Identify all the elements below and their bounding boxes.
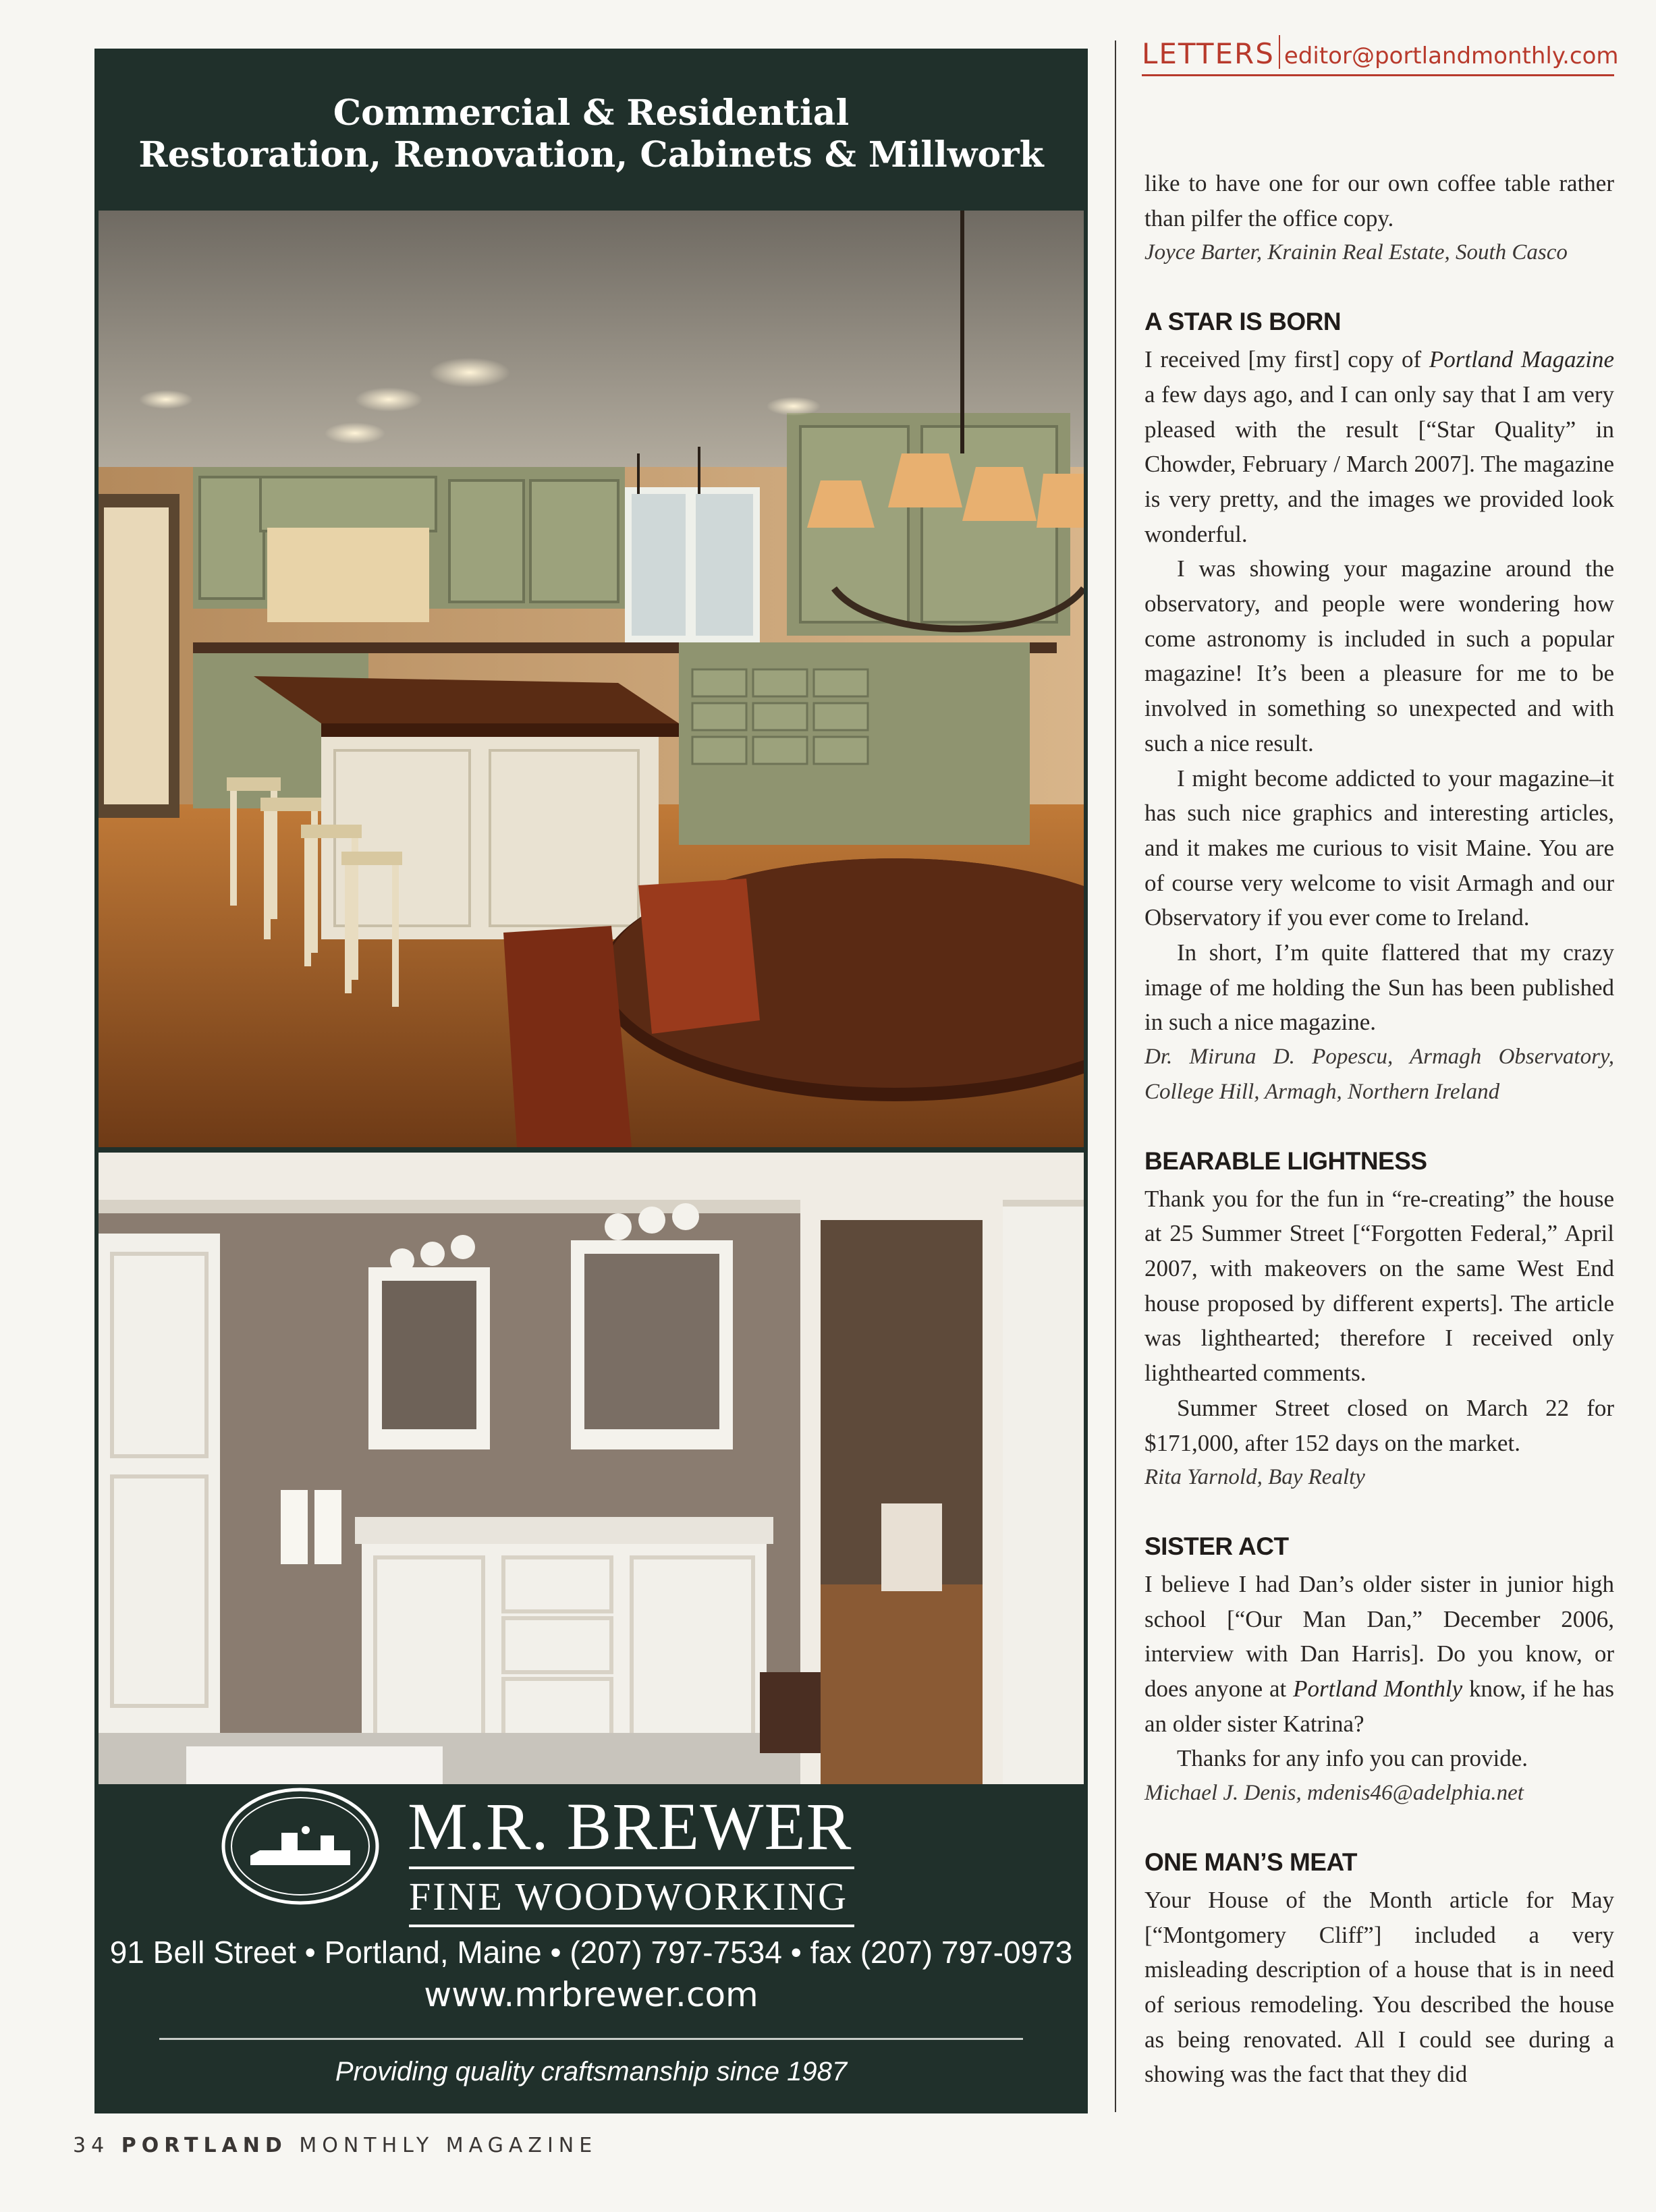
intro-letter-signature: Joyce Barter, Krainin Real Estate, South Casco: [1144, 240, 1568, 265]
header-rule: [1142, 74, 1614, 76]
sister-p1-text-b: know, if he has an older sister Katrina?: [1144, 1676, 1615, 1737]
ad-headline-line2: Restoration, Renovation, Cabinets & Millwork: [138, 134, 1044, 175]
sister-paragraph-2: Thanks for any info you can provide.: [1177, 1745, 1528, 1772]
star-paragraph-1: [1144, 342, 1614, 551]
star-paragraph-3: I might become addicted to your magazine–it has such nice graphics and interesting articles, and it makes me curious to visit Maine. You are of course very welcome to visit Armagh and our Observatory if you ever come to Ireland.: [1144, 765, 1614, 931]
brand-rule-top: [409, 1867, 854, 1869]
bearable-paragraph-2: Summer Street closed on March 22 for $171,000, after 152 days on the market.: [1144, 1394, 1614, 1456]
letter-heading-meat: ONE MAN’S MEAT: [1144, 1848, 1358, 1876]
column-divider: [1115, 40, 1116, 2112]
star-p1-text-b: a few days ago, and I can only say that I am very pleased with the result [“Star Quality” in Chowder, February / March 2007]. The magazine is very pretty, and the images we provided look wonderful.: [1144, 381, 1614, 547]
brewer-plane-logo: [219, 1786, 381, 1907]
ad-address: 91 Bell Street • Portland, Maine • (207) 797-7534 • fax (207) 797-0973: [109, 1935, 1073, 1970]
intro-letter-text: like to have one for our own coffee table rather than pilfer the office copy.: [1144, 170, 1614, 231]
brand-rule-bottom: [409, 1925, 854, 1927]
meat-paragraph-1: Your House of the Month article for May [“Montgomery Cliff”] included a very misleading description of a house that is in need of serious remodeling. You described the house as being renovated. All I could see during a showing was the fact that they did: [1144, 1886, 1614, 2088]
bearable-paragraph-1: Thank you for the fun in “re-creating” the house at 25 Summer Street [“Forgotten Federal,” April 2007, with makeovers on the same West End house proposed by different experts]. The article was lighthearted; therefore I received only lighthearted comments.: [1144, 1185, 1614, 1387]
page-number: 34: [73, 2134, 110, 2157]
brand-subtitle: FINE WOODWORKING: [409, 1875, 849, 1918]
header-separator: [1279, 35, 1280, 69]
ad-tagline: Providing quality craftsmanship since 1987: [335, 2057, 848, 2086]
star-p1-text-a: I received [my first] copy of: [1144, 346, 1429, 373]
star-paragraph-4: In short, I’m quite flattered that my crazy image of me holding the Sun has been published in such a nice magazine.: [1144, 939, 1614, 1036]
sister-paragraph-1: [1144, 1567, 1614, 1742]
ad-divider: [159, 2038, 1023, 2040]
bearable-signature: Rita Yarnold, Bay Realty: [1144, 1465, 1365, 1490]
letter-heading-star: A STAR IS BORN: [1144, 308, 1342, 336]
bathroom-photo: [99, 1153, 1084, 1784]
ad-headline: [94, 49, 1088, 211]
sister-p1-text-a: I believe I had Dan’s older sister in junior high school [“Our Man Dan,” December 2006, interview with Dan Harris]. Do you know, or does anyone at: [1144, 1570, 1614, 1703]
letter-heading-bearable: BEARABLE LIGHTNESS: [1144, 1146, 1427, 1175]
page-footer: [73, 2134, 597, 2157]
ad-website-link[interactable]: www.mrbrewer.com: [424, 1975, 758, 2014]
publication-subtitle: MONTHLY MAGAZINE: [299, 2134, 598, 2157]
publication-name: PORTLAND: [121, 2134, 287, 2157]
editor-email-link[interactable]: editor@portlandmonthly.com: [1284, 43, 1619, 70]
brand-name: M.R. BREWER: [408, 1789, 852, 1864]
section-header: [1142, 35, 1619, 76]
section-title: LETTERS: [1142, 37, 1275, 70]
sister-p1-title: Portland Monthly: [1293, 1676, 1463, 1703]
letter-heading-sister: SISTER ACT: [1144, 1532, 1289, 1560]
star-paragraph-2: I was showing your magazine around the observatory, and people were wondering how come astronomy is included in such a popular magazine! It’s been a pleasure for me to be involved in something so unexpected and with such a nice result.: [1144, 555, 1614, 756]
advertisement: [94, 49, 1088, 2113]
sister-signature: Michael J. Denis, mdenis46@adelphia.net: [1144, 1781, 1524, 1806]
star-signature: Dr. Miruna D. Popescu, Armagh Observatory, College Hill, Armagh, Northern Ireland: [1144, 1045, 1614, 1104]
ad-headline-line1: Commercial & Residential: [333, 92, 850, 134]
letters-column: [1144, 166, 1614, 2092]
star-p1-title: Portland Magazine: [1429, 346, 1615, 373]
kitchen-photo: [99, 211, 1084, 1147]
